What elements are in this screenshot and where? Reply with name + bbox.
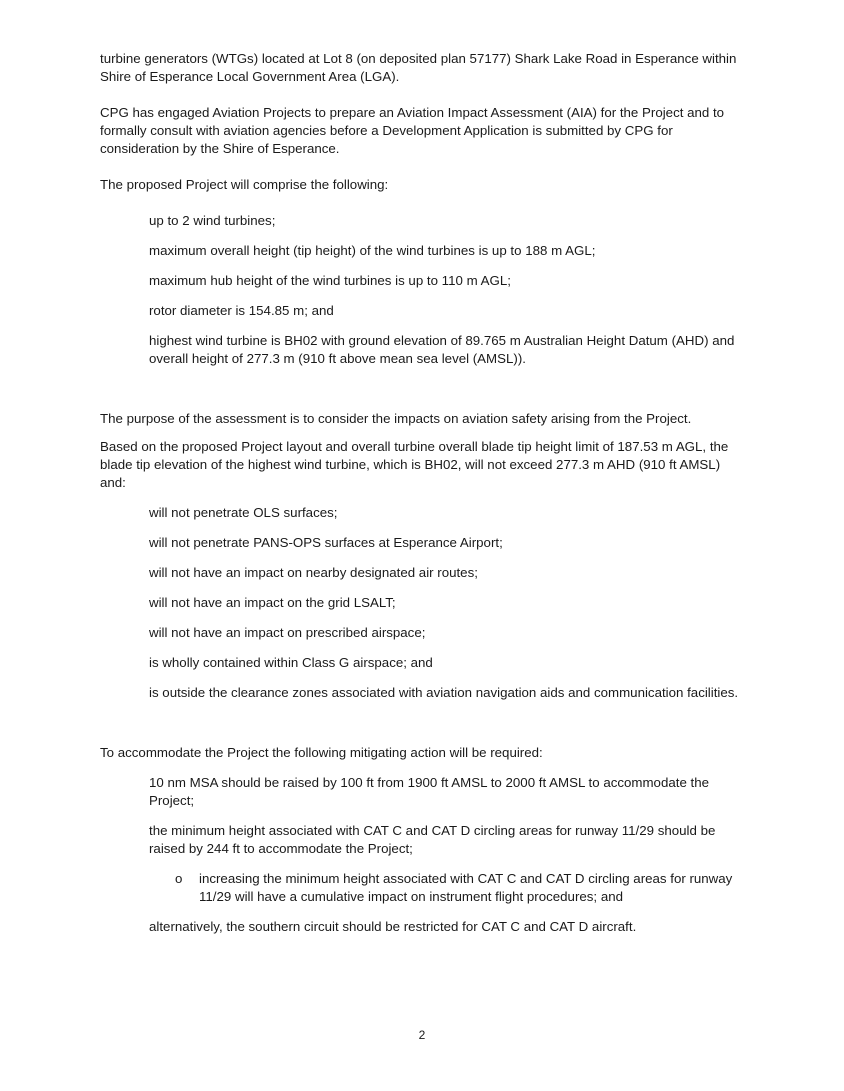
mitigation-final-list bbox=[149, 918, 748, 936]
sub-list-item-text: increasing the minimum height associated with CAT C and CAT D circling areas for runway 11/29 will have a cumulative impact on instrument flight procedures; and bbox=[199, 871, 733, 904]
list-item: 10 nm MSA should be raised by 100 ft from 1900 ft AMSL to 2000 ft AMSL to accommodate the Project; bbox=[149, 775, 710, 808]
intro-paragraph: turbine generators (WTGs) located at Lot 8 (on deposited plan 57177) Shark Lake Road in Esperance within Shire of Esperance Local Government Area (LGA). bbox=[100, 51, 737, 84]
purpose-paragraph: The purpose of the assessment is to consider the impacts on aviation safety arising from the Project. bbox=[100, 411, 692, 426]
assessment-items-list bbox=[149, 504, 748, 702]
list-item: will not have an impact on prescribed airspace; bbox=[149, 625, 426, 640]
document-page bbox=[100, 50, 748, 948]
mitigation-sublist bbox=[175, 870, 748, 906]
hollow-bullet-icon: o bbox=[175, 871, 183, 886]
list-item: maximum hub height of the wind turbines is up to 110 m AGL; bbox=[149, 273, 511, 288]
project-items-list bbox=[149, 212, 748, 368]
list-item: will not have an impact on the grid LSALT; bbox=[149, 595, 396, 610]
findings-paragraph: Based on the proposed Project layout and overall turbine overall blade tip height limit of 187.53 m AGL, the blade tip elevation of the highest wind turbine, which is BH02, will not exceed 277.3 m AHD (910 ft AMSL) and: bbox=[100, 439, 729, 490]
list-item: up to 2 wind turbines; bbox=[149, 213, 276, 228]
list-item: will not penetrate PANS-OPS surfaces at Esperance Airport; bbox=[149, 535, 503, 550]
page-number: 2 bbox=[418, 1028, 426, 1042]
list-item: is wholly contained within Class G airspace; and bbox=[149, 655, 433, 670]
mitigation-lead-paragraph: To accommodate the Project the following mitigating action will be required: bbox=[100, 745, 543, 760]
list-item: is outside the clearance zones associated with aviation navigation aids and communication facilities. bbox=[149, 685, 739, 700]
list-item: rotor diameter is 154.85 m; and bbox=[149, 303, 334, 318]
list-item: the minimum height associated with CAT C and CAT D circling areas for runway 11/29 should be raised by 244 ft to accommodate the Project; bbox=[149, 823, 716, 856]
list-item: alternatively, the southern circuit should be restricted for CAT C and CAT D aircraft. bbox=[149, 919, 637, 934]
project-lead-paragraph: The proposed Project will comprise the following: bbox=[100, 177, 389, 192]
list-item: will not penetrate OLS surfaces; bbox=[149, 505, 338, 520]
list-item: will not have an impact on nearby designated air routes; bbox=[149, 565, 478, 580]
sub-list-item bbox=[175, 870, 748, 906]
engagement-paragraph: CPG has engaged Aviation Projects to prepare an Aviation Impact Assessment (AIA) for the Project and to formally consult with aviation agencies before a Development Application is submitted by CPG for consideration by the Shire of Esperance. bbox=[100, 105, 725, 156]
list-item: maximum overall height (tip height) of the wind turbines is up to 188 m AGL; bbox=[149, 243, 596, 258]
mitigation-items-list bbox=[149, 774, 748, 858]
list-item: highest wind turbine is BH02 with ground elevation of 89.765 m Australian Height Datum (AHD) and overall height of 277.3 m (910 ft above mean sea level (AMSL)). bbox=[149, 333, 735, 366]
